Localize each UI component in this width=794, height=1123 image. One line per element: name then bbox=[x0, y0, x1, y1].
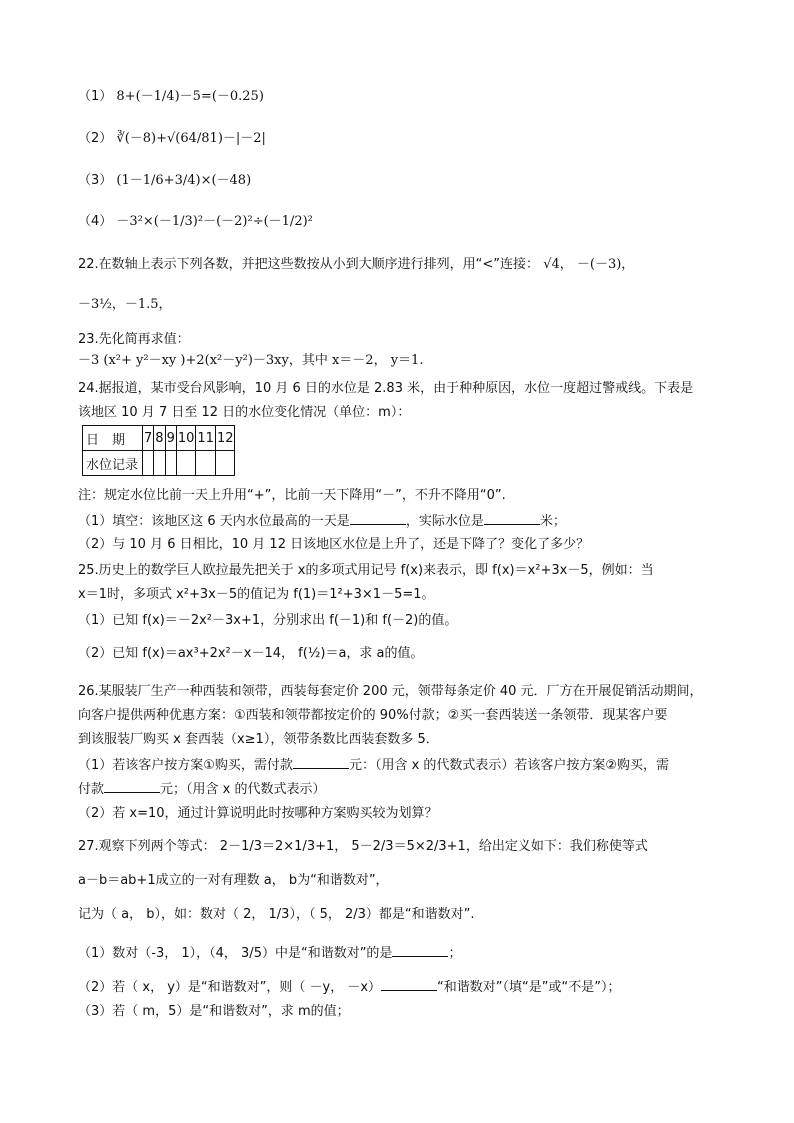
q26-sub2-text: （2）若 x=10，通过计算说明此时按哪种方案购买较为划算？ bbox=[78, 806, 438, 821]
q27-sub1 bbox=[78, 944, 461, 963]
q21-part4 bbox=[78, 213, 313, 231]
table-row bbox=[83, 426, 235, 451]
q22-items-line1: √4， －(－3)， bbox=[543, 257, 635, 272]
water-level-table bbox=[82, 425, 235, 476]
table-day-cell: 12 bbox=[215, 426, 235, 451]
q23-expression bbox=[78, 352, 423, 370]
q25-line2 bbox=[78, 586, 435, 604]
q26-line3-text: 到该服装厂购买 x 套西装（x≥1），领带条数比西装套数多 5． bbox=[78, 732, 439, 747]
q23-expr: －3 (x²+ y²－xy )+2(x²－y²)－3xy，其中 x＝－2， y＝1. bbox=[78, 353, 424, 368]
q27-line2 bbox=[78, 872, 389, 890]
q24-sub1-b: ，实际水位是 bbox=[405, 514, 484, 529]
q26-line2-text: 向客户提供两种优惠方案：①西装和领带都按定价的 90%付款；②买一套西装送一条领带．现某客户要 bbox=[78, 708, 668, 723]
q26-sub1-d: 元；（用含 x 的代数式表示） bbox=[160, 782, 326, 797]
table-empty-cell bbox=[176, 451, 196, 476]
q24-sub1 bbox=[78, 512, 566, 531]
table-empty-cell bbox=[165, 451, 176, 476]
q23-title bbox=[78, 331, 190, 349]
q27-sub1-a: （1）数对（-3， 1），（4， 3/5）中是“和谐数对”的是 bbox=[78, 946, 393, 961]
answer-blank[interactable] bbox=[104, 780, 160, 793]
q26-sub1-b: 元：（用含 x 的代数式表示）若该客户按方案②购买，需 bbox=[348, 758, 670, 773]
q26-line3 bbox=[78, 731, 439, 749]
table-day-cell: 7 bbox=[143, 426, 154, 451]
q21-part1-expr: 8+(－1/4)－5=(－0.25) bbox=[116, 89, 264, 104]
q27-sub3 bbox=[78, 1003, 350, 1021]
q21-part3-label: （3） bbox=[78, 173, 113, 188]
answer-blank[interactable] bbox=[293, 756, 349, 769]
table-empty-cell bbox=[154, 451, 165, 476]
q24-line2 bbox=[78, 404, 410, 422]
answer-blank[interactable] bbox=[484, 512, 540, 525]
table-day-cell: 9 bbox=[165, 426, 176, 451]
q27-sub1-b: ； bbox=[448, 946, 462, 961]
q21-part2-label: （2） bbox=[78, 131, 113, 146]
table-row bbox=[83, 451, 235, 476]
q24-sub1-a: （1）填空：该地区这 6 天内水位最高的一天是 bbox=[78, 514, 350, 529]
q21-part3-expr: (1－1/6+3/4)×(－48) bbox=[116, 173, 252, 188]
answer-blank[interactable] bbox=[350, 512, 406, 525]
q27-line3 bbox=[78, 906, 475, 924]
q27-line1-text: 27.观察下列两个等式： 2－1/3＝2×1/3+1， 5－2/3＝5×2/3+1，给出定义如下：我们称使等式 bbox=[78, 839, 648, 854]
q22-items bbox=[78, 296, 172, 314]
answer-blank[interactable] bbox=[381, 978, 437, 991]
q22-question bbox=[78, 256, 634, 274]
q26-sub1 bbox=[78, 756, 669, 775]
q27-line1 bbox=[78, 838, 648, 856]
q25-line2-text: x＝1时，多项式 x²+3x－5的值记为 f(1)＝1²+3×1－5=1。 bbox=[78, 587, 435, 602]
table-day-cell: 11 bbox=[196, 426, 216, 451]
q27-sub3-text: （3）若（ m，5）是“和谐数对”，求 m的值； bbox=[78, 1004, 350, 1019]
q27-sub2-b: “和谐数对”（填“是”或“不是”）； bbox=[437, 980, 621, 995]
q26-sub2 bbox=[78, 805, 438, 823]
q24-line1 bbox=[78, 380, 693, 398]
table-empty-cell bbox=[215, 451, 235, 476]
q24-sub2 bbox=[78, 536, 589, 554]
q24-note bbox=[78, 487, 506, 505]
q26-sub1-a: （1）若该客户按方案①购买，需付款 bbox=[78, 758, 293, 773]
answer-blank[interactable] bbox=[392, 944, 448, 957]
q24-sub1-c: 米； bbox=[539, 514, 566, 529]
q26-line2 bbox=[78, 707, 667, 725]
q25-sub1 bbox=[78, 612, 457, 630]
q27-line3-text: 记为（ a， b），如：数对（ 2， 1/3），（ 5， 2/3）都是“和谐数对”. bbox=[78, 907, 475, 922]
q21-part1-label: （1） bbox=[78, 89, 113, 104]
table-day-cell: 10 bbox=[176, 426, 196, 451]
q25-sub2-text: （2）已知 f(x)＝ax³+2x²－x－14， f(½)＝a，求 a的值。 bbox=[78, 646, 424, 661]
q22-items-line2: －3½，－1.5， bbox=[78, 297, 172, 312]
q24-sub2-text: （2）与 10 月 6 日相比，10 月 12 日该地区水位是上升了，还是下降了？变化了多少？ bbox=[78, 537, 590, 552]
q21-part4-label: （4） bbox=[78, 214, 113, 229]
table-header-date: 日 期 bbox=[83, 426, 143, 451]
q25-sub2 bbox=[78, 645, 424, 663]
q27-line2-text: a－b＝ab+1成立的一对有理数 a， b为“和谐数对”， bbox=[78, 873, 389, 888]
q24-line1-text: 24.据报道，某市受台风影响，10 月 6 日的水位是 2.83 米，由于种种原因，水位一度超过警戒线。下表是 bbox=[78, 381, 694, 396]
q26-line1-text: 26.某服装厂生产一种西装和领带，西装每套定价 200 元，领带每条定价 40 元．厂方在开展促销活动期间， bbox=[78, 684, 703, 699]
table-empty-cell bbox=[143, 451, 154, 476]
q25-line1-text: 25.历史上的数学巨人欧拉最先把关于 x的多项式用记号 f(x)来表示，即 f(x)＝x²+3x－5，例如：当 bbox=[78, 563, 654, 578]
q21-part3 bbox=[78, 172, 251, 190]
q21-part2-expr: ∛(－8)+√(64/81)－|－2| bbox=[116, 131, 266, 146]
q21-part4-expr: －3²×(－1/3)²－(－2)²÷(－1/2)² bbox=[116, 214, 313, 229]
q24-note-text: 注：规定水位比前一天上升用“+”，比前一天下降用“－”，不升不降用“0”. bbox=[78, 488, 506, 503]
q26-line1 bbox=[78, 683, 703, 701]
table-empty-cell bbox=[196, 451, 216, 476]
q26-sub1-c: 付款 bbox=[78, 782, 105, 797]
q24-line2-text: 该地区 10 月 7 日至 12 日的水位变化情况（单位：m）： bbox=[78, 405, 411, 420]
q22-text: 22.在数轴上表示下列各数，并把这些数按从小到大顺序进行排列，用“<”连接： bbox=[78, 257, 540, 272]
q26-sub1-cont bbox=[78, 780, 325, 799]
q21-part1 bbox=[78, 88, 264, 106]
q27-sub2 bbox=[78, 978, 620, 997]
q25-line1 bbox=[78, 562, 654, 580]
table-row-label: 水位记录 bbox=[83, 451, 143, 476]
q21-part2 bbox=[78, 130, 266, 148]
table-day-cell: 8 bbox=[154, 426, 165, 451]
q23-title-text: 23.先化简再求值： bbox=[78, 332, 190, 347]
q25-sub1-text: （1）已知 f(x)＝－2x²－3x+1，分别求出 f(－1)和 f(－2)的值。 bbox=[78, 613, 458, 628]
q27-sub2-a: （2）若（ x， y）是“和谐数对”，则（ －y， －x） bbox=[78, 980, 382, 995]
